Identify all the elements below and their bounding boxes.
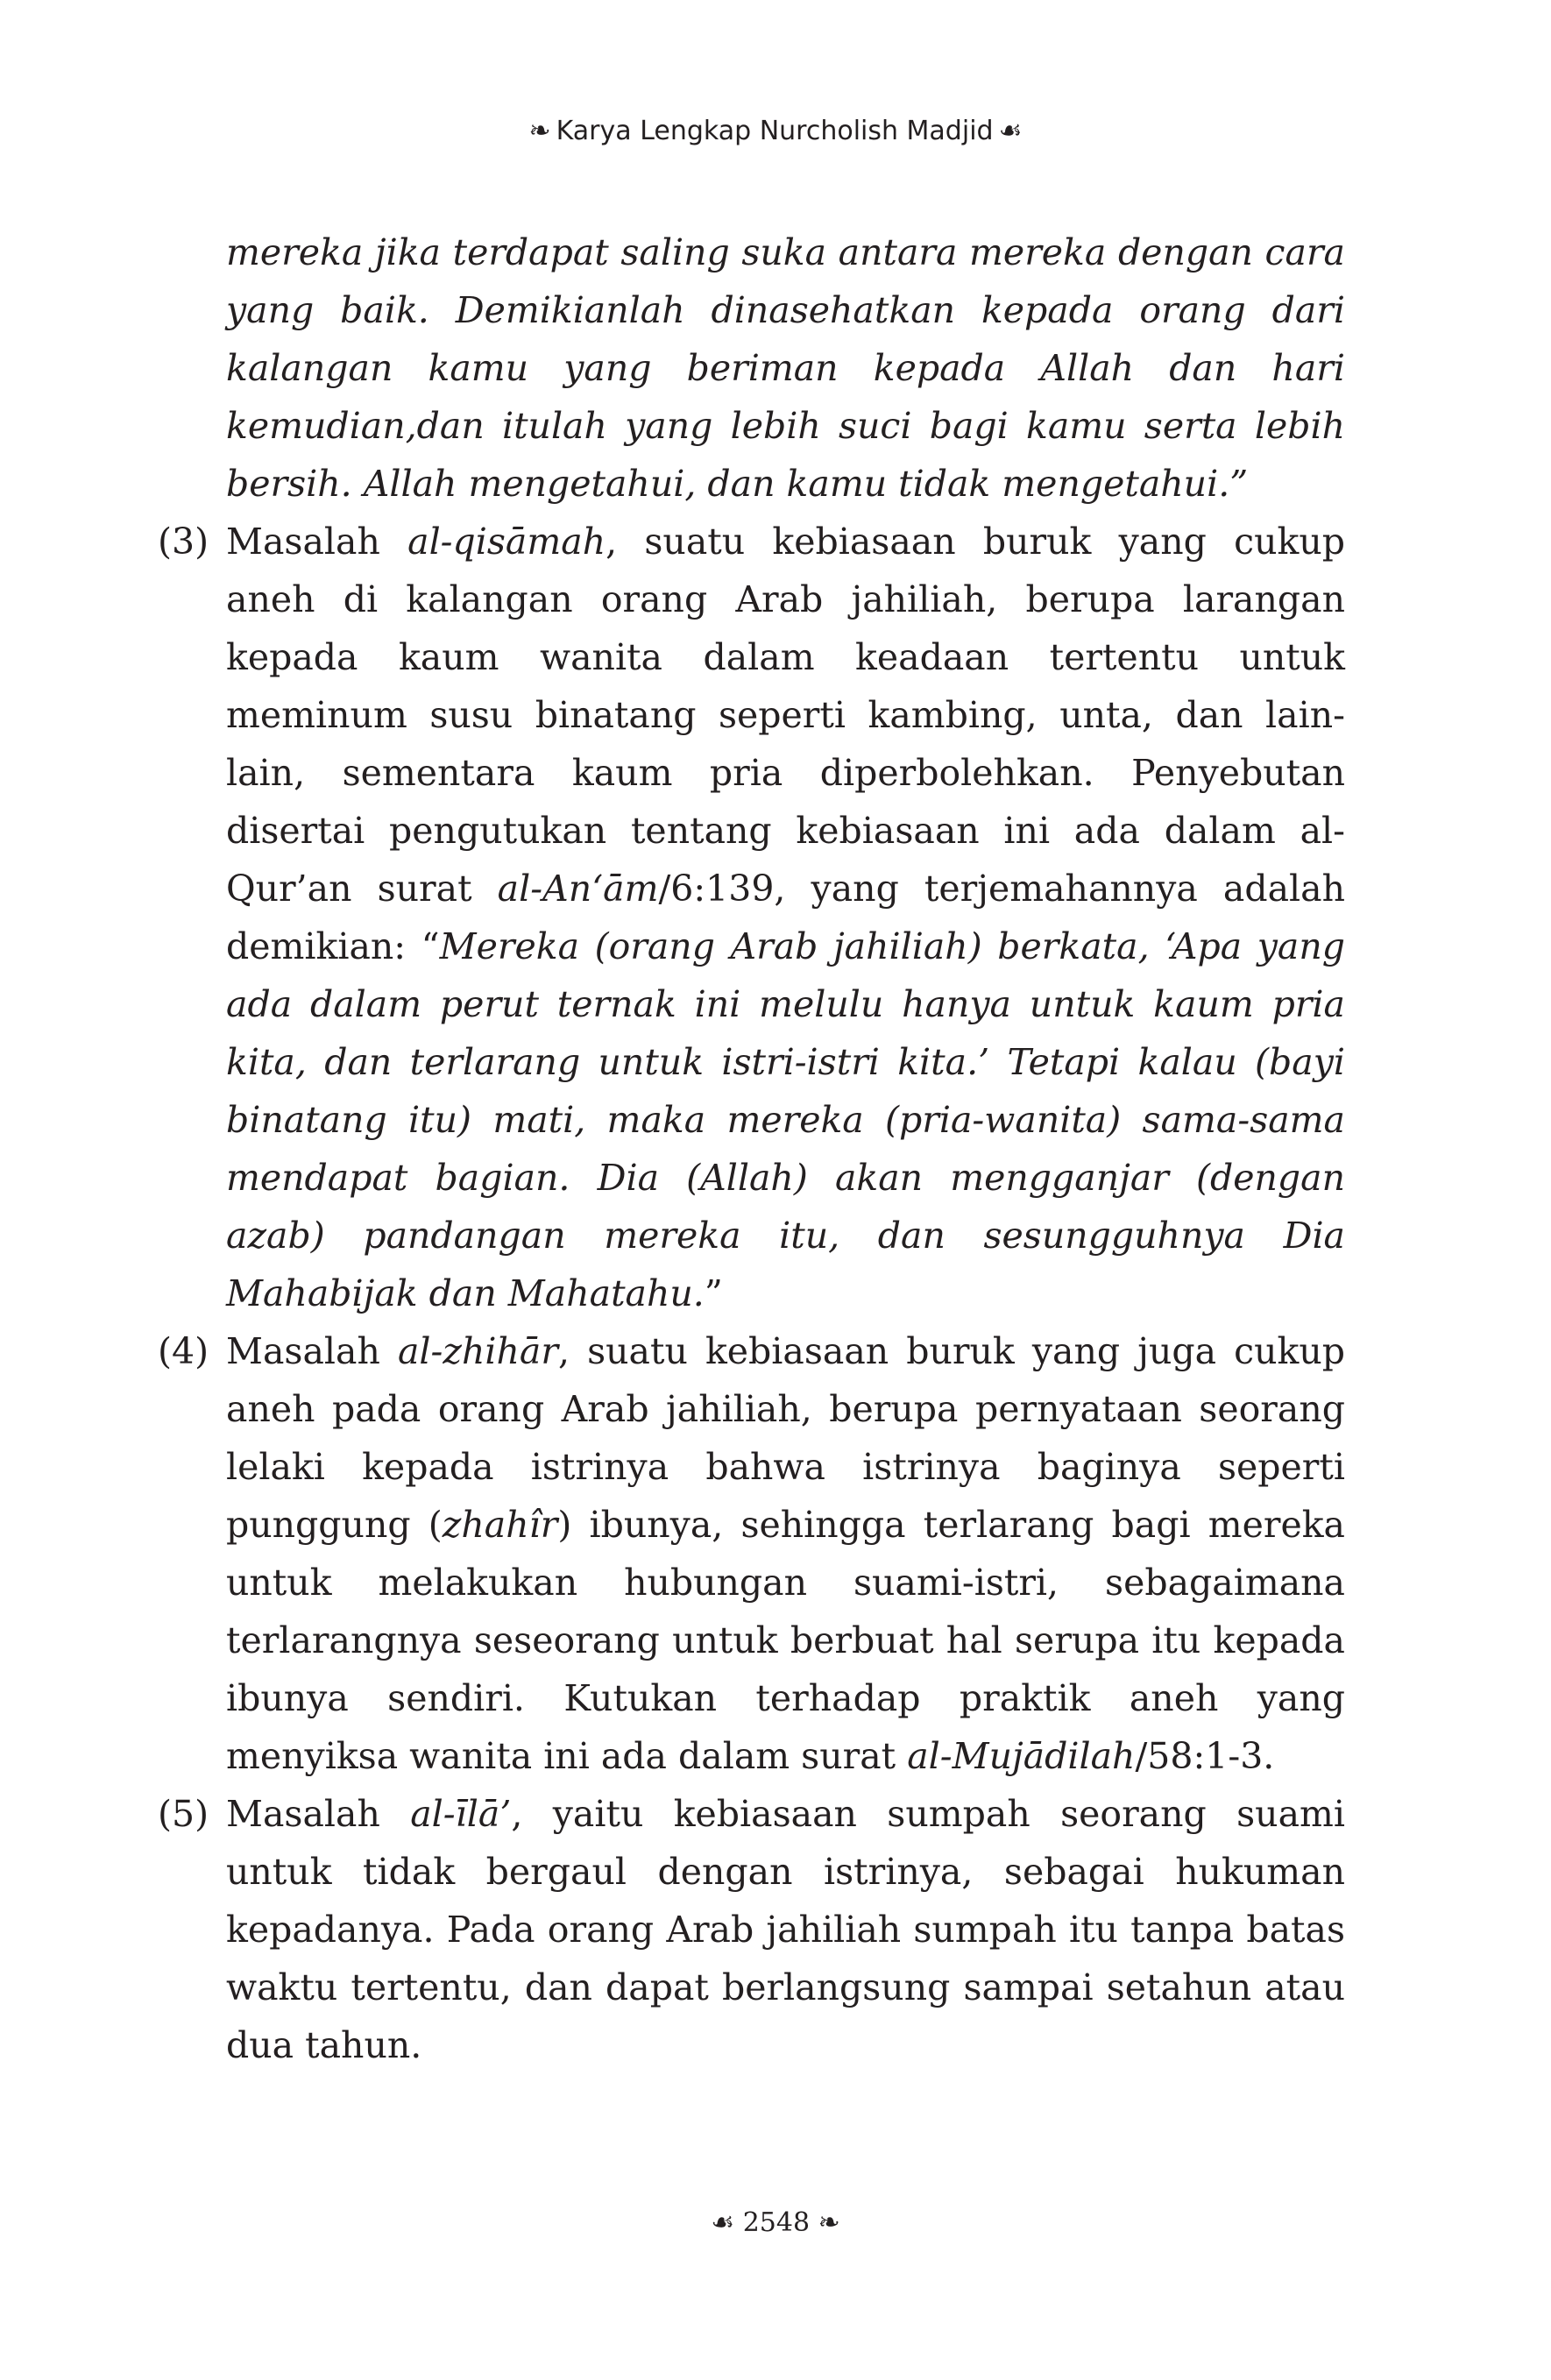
text-segment: ” (704, 1272, 723, 1314)
running-header (0, 116, 1551, 146)
text-segment: Masalah (226, 521, 408, 563)
text-segment: , suatu kebiasaan buruk yang cukup aneh di kalangan orang Arab jahiliah, berupa larangan kepada kaum wanita dalam keadaan tertentu untuk meminum susu binatang seperti kambing, unta, dan lain-lain, sementara kaum pria diperbolehkan. Penyebutan disertai pengutukan tentang kebiasaan ini ada dalam al-Qur’an surat (226, 521, 1345, 910)
text-segment: , yaitu kebiasaan sumpah seorang suami untuk tidak bergaul dengan istrinya, sebagai hukuman kepadanya. Pada orang Arab jahiliah sumpah itu tanpa batas waktu tertentu, dan dapat berlangsung sampai setahun atau dua tahun. (226, 1793, 1345, 2066)
right-ornament-icon: ❧ (818, 2207, 840, 2238)
list-item-text (226, 1322, 1345, 1785)
text-segment: Masalah (226, 1330, 398, 1372)
text-segment: /6:139, yang terjemahannya adalah demikian: “ (226, 868, 1346, 967)
continued-quote-paragraph: mereka jika terdapat saling suka antara mereka dengan cara yang baik. Demikianlah dinasehatkan kepada orang dari kalangan kamu yang beriman kepada Allah dan hari kemudian,dan itulah yang lebih suci bagi kamu serta lebih bersih. Allah mengetahui, dan kamu tidak mengetahui.” (226, 231, 1345, 505)
list-item-text (226, 1785, 1345, 2074)
text-segment: , suatu kebiasaan buruk yang juga cukup aneh pada orang Arab jahiliah, berupa pernyataan seorang lelaki kepada istrinya bahwa istrinya baginya seperti punggung ( (226, 1330, 1345, 1546)
page-body (158, 223, 1345, 2074)
numbered-list (158, 513, 1345, 2074)
italic-term: al-zhihār (397, 1330, 558, 1372)
list-item-number: (3) (158, 521, 209, 563)
right-ornament-icon: ☙ (998, 116, 1023, 146)
list-item-text (226, 513, 1345, 1322)
list-item (158, 513, 1345, 1322)
list-item (158, 1322, 1345, 1785)
italic-term: zhahîr (442, 1504, 558, 1546)
header-title: Karya Lengkap Nurcholish Madjid (556, 116, 994, 146)
list-item-number: (5) (158, 1793, 209, 1835)
text-segment: /58:1-3. (1135, 1735, 1275, 1777)
italic-term: Mereka (orang Arab jahiliah) berkata, ‘Apa yang ada dalam perut ternak ini melulu hanya untuk kaum pria kita, dan terlarang untuk istri-istri kita.’ Tetapi kalau (bayi binatang itu) mati, maka mereka (pria-wanita) sama-sama mendapat bagian. Dia (Allah) akan mengganjar (dengan azab) pandangan mereka itu, dan sesungguhnya Dia Mahabijak dan Mahatahu. (226, 925, 1345, 1314)
italic-term: al-qisāmah (407, 521, 606, 563)
list-item (158, 1785, 1345, 2074)
page-footer (0, 2207, 1551, 2238)
left-ornament-icon: ☙ (711, 2207, 735, 2238)
italic-term: al-An‘ām (497, 868, 659, 910)
page-number: 2548 (742, 2207, 811, 2238)
left-ornament-icon: ❧ (528, 116, 551, 146)
italic-term: al-īlā’ (410, 1793, 512, 1835)
text-segment: ) ibunya, sehingga terlarang bagi mereka untuk melakukan hubungan suami-istri, sebagaimana terlarangnya seseorang untuk berbuat hal serupa itu kepada ibunya sendiri. Kutukan terhadap praktik aneh yang menyiksa wanita ini ada dalam surat (226, 1504, 1346, 1777)
text-segment: Masalah (226, 1793, 411, 1835)
list-item-number: (4) (158, 1330, 209, 1372)
italic-term: al-Mujādilah (907, 1735, 1136, 1777)
